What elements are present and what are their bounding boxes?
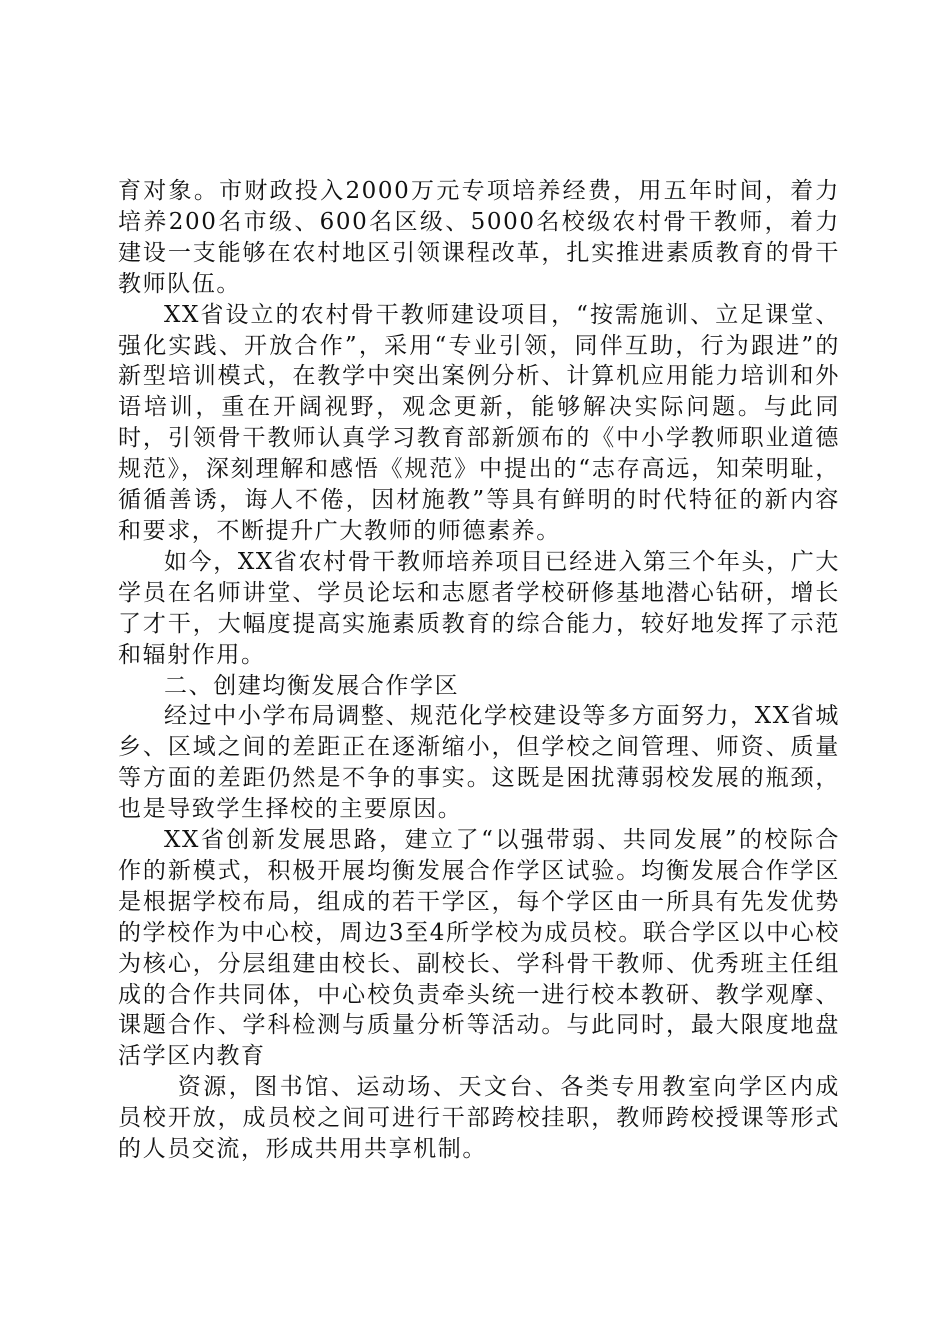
paragraph-resource-sharing: 资源，图书馆、运动场、天文台、各类专用教室向学区内成员校开放，成员校之间可进行干部跨校挂职，教师跨校授课等形式的人员交流，形成共用共享机制。 bbox=[118, 1074, 840, 1163]
paragraph-gap-narrowing: 经过中小学布局调整、规范化学校建设等多方面努力，XX省城乡、区域之间的差距正在逐渐缩小，但学校之间管理、师资、质量等方面的差距仍然是不争的事实。这既是困扰薄弱校发展的瓶颈，也是导致学生择校的主要原因。 bbox=[118, 703, 840, 823]
section-heading: 二、创建均衡发展合作学区 bbox=[164, 672, 460, 699]
paragraph-third-year: 如今，XX省农村骨干教师培养项目已经进入第三个年头，广大学员在名师讲堂、学员论坛和志愿者学校研修基地潜心钻研，增长了才干，大幅度提高实施素质教育的综合能力，较好地发挥了示范和辐射作用。 bbox=[118, 548, 840, 668]
paragraph-cooperative-district: XX省创新发展思路，建立了“以强带弱、共同发展”的校际合作的新模式，积极开展均衡发展合作学区试验。均衡发展合作学区是根据学校布局，组成的若干学区，每个学区由一所具有先发优势的学校作为中心校，周边3至4所学校为成员校。联合学区以中心校为核心，分层组建由校长、副校长、学科骨干教师、优秀班主任组成的合作共同体，中心校负责牵头统一进行校本教研、教学观摩、课题合作、学科检测与质量分析等活动。与此同时，最大限度地盘活学区内教育 bbox=[118, 827, 840, 1070]
paragraph-continuation: 育对象。市财政投入2000万元专项培养经费，用五年时间，着力培养200名市级、600名区级、5000名校级农村骨干教师，着力建设一支能够在农村地区引领课程改革，扎实推进素质教育的骨干教师队伍。 bbox=[118, 178, 840, 297]
paragraph-training-project: XX省设立的农村骨干教师建设项目，“按需施训、立足课堂、强化实践、开放合作”，采用“专业引领，同伴互助，行为跟进”的新型培训模式，在教学中突出案例分析、计算机应用能力培训和外语培训，重在开阔视野，观念更新，能够解决实际问题。与此同时，引领骨干教师认真学习教育部新颁布的《中小学教师职业道德规范》，深刻理解和感悟《规范》中提出的“志存高远，知荣明耻，循循善诱，诲人不倦，因材施教”等具有鲜明的时代特征的新内容和要求，不断提升广大教师的师德素养。 bbox=[118, 301, 840, 544]
document-body bbox=[118, 176, 840, 1165]
